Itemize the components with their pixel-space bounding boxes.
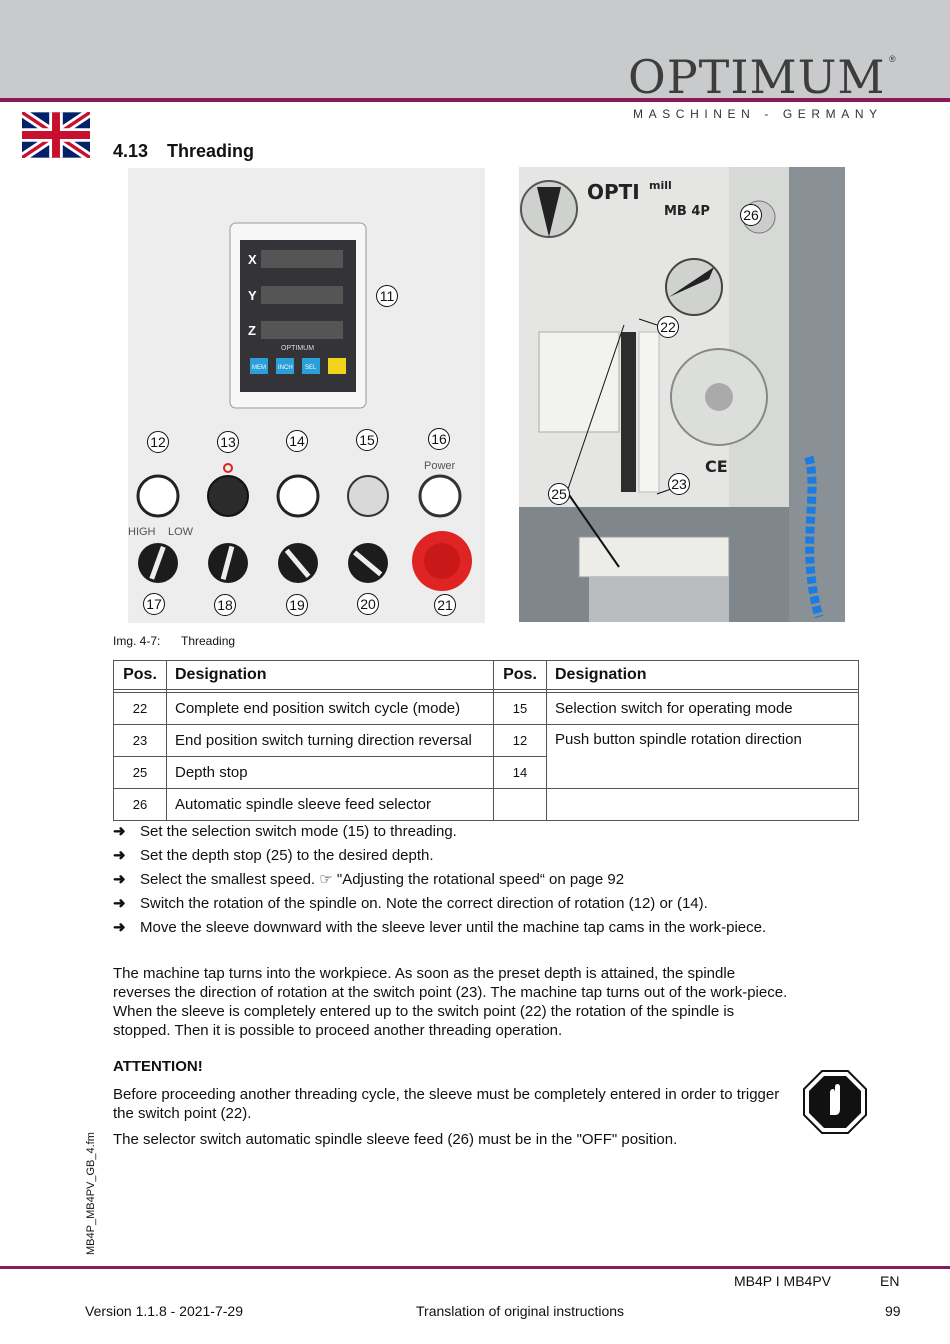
arrow-icon: ➜ <box>113 847 126 864</box>
push-button-13 <box>208 476 248 516</box>
dro-mem-label: MEM <box>252 365 266 371</box>
callout-21: 21 <box>434 594 456 616</box>
dro-y-label: Y <box>248 288 257 303</box>
cell-designation: Depth stop <box>167 757 494 789</box>
callout-18: 18 <box>214 594 236 616</box>
callout-12: 12 <box>147 431 169 453</box>
high-label: HIGH <box>128 526 156 538</box>
machine-head-illustration <box>519 167 845 622</box>
step-text: Set the selection switch mode (15) to threading. <box>140 823 457 840</box>
callout-26: 26 <box>740 204 762 226</box>
section-title: Threading <box>167 141 255 161</box>
arrow-icon: ➜ <box>113 871 126 888</box>
control-panel-illustration <box>128 168 485 623</box>
callout-20: 20 <box>357 593 379 615</box>
brand-logo: OPTIMUM <box>628 50 886 104</box>
cell-designation: Selection switch for operating mode <box>547 693 859 725</box>
table-row <box>114 725 859 757</box>
cell-pos: 12 <box>494 725 547 757</box>
dro-inch-label: INCH <box>278 365 293 371</box>
caption-label: Img. 4-7: <box>113 634 161 648</box>
list-item <box>113 822 793 842</box>
callout-19: 19 <box>286 594 308 616</box>
power-lamp-16 <box>420 476 460 516</box>
cell-designation: Automatic spindle sleeve feed selector <box>167 789 494 821</box>
caption-text: Threading <box>181 634 236 648</box>
push-button-14 <box>278 476 318 516</box>
uk-flag-icon <box>22 112 90 158</box>
dro-sel-label: SEL <box>305 365 317 371</box>
arrow-icon: ➜ <box>113 823 126 840</box>
callout-22: 22 <box>657 316 679 338</box>
attention-text-1: Before proceeding another threading cycle, the sleeve must be completely entered in order to trigger the switch point (22). <box>113 1086 780 1122</box>
step-text: Select the smallest speed. ☞ "Adjusting the rotational speed“ on page 92 <box>140 871 625 888</box>
list-item <box>113 894 793 914</box>
cell-pos <box>494 789 547 821</box>
header-designation-2: Designation <box>547 661 859 690</box>
machine-model-label: MB 4P <box>664 204 710 219</box>
cell-designation: Push button spindle rotation direction <box>547 725 859 789</box>
footer-divider <box>0 1266 950 1269</box>
callout-11: 11 <box>376 285 398 307</box>
footer-page-number: 99 <box>885 1303 901 1319</box>
arrow-icon: ➜ <box>113 919 126 936</box>
section-number: 4.13 <box>113 141 149 161</box>
attention-text-2: The selector switch automatic spindle sleeve feed (26) must be in the "OFF" position. <box>113 1131 678 1148</box>
callout-14: 14 <box>286 430 308 452</box>
list-item <box>113 870 793 890</box>
footer-model: MB4P I MB4PV <box>734 1273 832 1289</box>
brand-registered-mark: ® <box>889 54 896 64</box>
list-item <box>113 918 793 938</box>
cell-designation: Complete end position switch cycle (mode) <box>167 693 494 725</box>
footer-language: EN <box>880 1273 900 1289</box>
cell-pos: 14 <box>494 757 547 789</box>
table-row <box>114 789 859 821</box>
cell-pos: 23 <box>114 725 167 757</box>
instruction-steps <box>113 822 793 942</box>
callout-15: 15 <box>356 429 378 451</box>
cell-pos: 15 <box>494 693 547 725</box>
machine-head-photo <box>519 167 845 622</box>
cell-designation <box>547 789 859 821</box>
footer-version: Version 1.1.8 - 2021-7-29 <box>85 1303 243 1319</box>
arrow-icon: ➜ <box>113 895 126 912</box>
dro-brand-label: OPTIMUM <box>281 345 315 352</box>
cell-pos: 22 <box>114 693 167 725</box>
step-text: Move the sleeve downward with the sleeve lever until the machine tap cams in the work-piece. <box>140 919 767 936</box>
power-label: Power <box>424 460 456 472</box>
footer-note: Translation of original instructions <box>416 1303 625 1319</box>
stop-hand-icon <box>802 1069 868 1135</box>
step-text: Switch the rotation of the spindle on. Note the correct direction of rotation (12) or (14). <box>140 895 708 912</box>
machine-brand-label: OPTI <box>587 180 640 204</box>
cell-pos: 26 <box>114 789 167 821</box>
figure-caption <box>113 634 235 648</box>
callout-23: 23 <box>668 473 690 495</box>
cell-designation: End position switch turning direction reversal <box>167 725 494 757</box>
push-button-12 <box>138 476 178 516</box>
callout-13: 13 <box>217 431 239 453</box>
table-header-row <box>114 661 859 690</box>
header-pos-1: Pos. <box>114 661 167 690</box>
dro-z-label: Z <box>248 323 256 338</box>
machine-mill-label: mill <box>649 179 672 192</box>
header-pos-2: Pos. <box>494 661 547 690</box>
table-row <box>114 693 859 725</box>
callout-17: 17 <box>143 593 165 615</box>
side-file-label: MB4P_MB4PV_GB_4.fm <box>85 1132 97 1255</box>
callout-25: 25 <box>548 483 570 505</box>
header-designation-1: Designation <box>167 661 494 690</box>
list-item <box>113 846 793 866</box>
cell-pos: 25 <box>114 757 167 789</box>
body-paragraph: The machine tap turns into the workpiece. As soon as the preset depth is attained, the spindle reverses the direction of rotation at the switch point (23). The machine tap turns out of the work-piece. When the sleeve is completely entered up to the switch point (22) the rotation of the spindle is stopped. Then it is possible to proceed another threading operation. <box>113 965 788 1039</box>
callout-16: 16 <box>428 428 450 450</box>
dro-x-label: X <box>248 252 257 267</box>
mode-selector-15 <box>348 476 388 516</box>
step-text: Set the depth stop (25) to the desired depth. <box>140 847 434 864</box>
low-label: LOW <box>168 526 194 538</box>
position-table <box>113 660 859 821</box>
section-heading <box>113 141 254 162</box>
control-panel-photo <box>128 168 485 623</box>
attention-heading: ATTENTION! <box>113 1058 203 1075</box>
ce-mark: CE <box>705 457 728 476</box>
brand-tagline: MASCHINEN - GERMANY <box>633 107 883 121</box>
